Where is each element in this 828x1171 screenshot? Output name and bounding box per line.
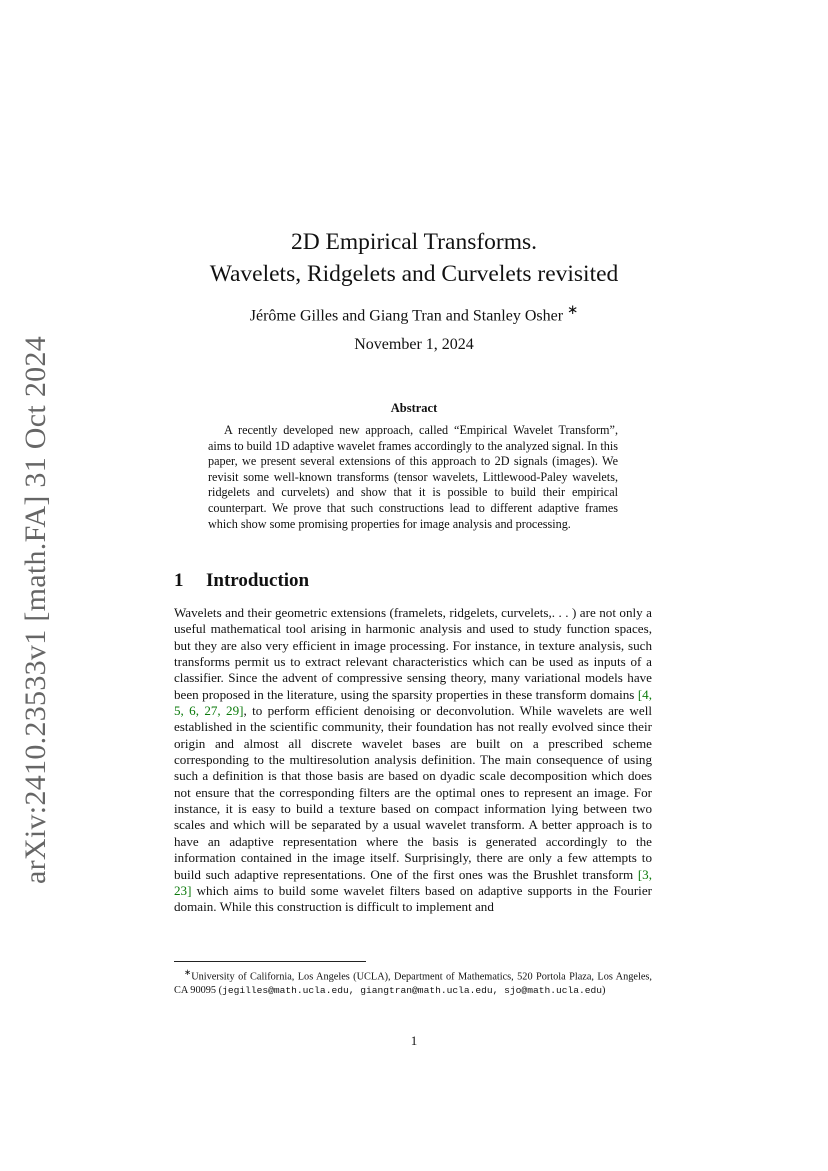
section-number: 1 <box>174 570 184 591</box>
citation-link[interactable]: [4, 5, 6, 27, 29] <box>174 686 652 719</box>
intro-text-2: , to perform efficient denoising or deconvolution. While wavelets are well established in the scientific community, their foundation has not really evolved since their origin and almost all discrete wavelet bases are built on a prescribed scheme corresponding to the multiresolution analysis definition. The main consequence of using such a definition is that those basis are based on dyadic scale decomposition which does not ensure that the corresponding filters are the optimal ones to represent an image. For instance, it is easy to build a texture based on compact information lying between two scales and which will be separated by a usual wavelet transform. A better approach is to have an adaptive representation where the basis is generated accordingly to the information contained in the image itself. Surprisingly, there are only a few attempts to build such adaptive representations. One of the first ones was the Brushlet transform <box>174 703 652 882</box>
section-title: Introduction <box>206 570 310 591</box>
arxiv-side-identifier <box>6 335 66 885</box>
title-line-2: Wavelets, Ridgelets and Curvelets revisited <box>209 261 619 287</box>
section-heading <box>174 570 309 592</box>
paper-title <box>0 226 828 290</box>
intro-text-3: which aims to build some wavelet filters based on adaptive supports in the Fourier domain. While this construction is difficult to implement and <box>174 882 652 915</box>
abstract-heading: Abstract <box>390 401 438 415</box>
page-number: 1 <box>410 1033 418 1048</box>
title-line-1: 2D Empirical Transforms. <box>290 229 538 255</box>
authors-text: Jérôme Gilles and Giang Tran and Stanley Osher <box>249 307 564 325</box>
intro-paragraph <box>174 605 652 916</box>
footnote <box>174 966 652 997</box>
abstract-text: A recently developed new approach, called “Empirical Wavelet Transform”, aims to build 1D adaptive wavelet frames accordingly to the analyzed signal. In this paper, we present several extensions of this approach to 2D signals (images). We revisit some well-known transforms (tensor wavelets, Littlewood-Paley wavelets, ridgelets and curvelets) and show that it is possible to build their empirical counterpart. We prove that such constructions lead to different adaptive frames which show some promising properties for image analysis and processing. <box>208 423 618 531</box>
paper-date: November 1, 2024 <box>354 336 474 353</box>
footnote-affiliation: University of California, Los Angeles (UCLA), Department of Mathematics, 520 Portola Plaza, Los Angeles, CA 90095 ( <box>174 971 652 996</box>
author-list <box>0 302 828 325</box>
author-footnote-mark[interactable]: ∗ <box>567 302 579 317</box>
arxiv-id-text: arXiv:2410.23533v1 [math.FA] 31 Oct 2024 <box>19 335 52 885</box>
footnote-emails[interactable]: jegilles@math.ucla.edu, giangtran@math.ucla.edu, sjo@math.ucla.edu <box>222 984 603 996</box>
footnote-mark: ∗ <box>184 967 192 977</box>
footnote-close: ) <box>602 984 606 996</box>
footnote-divider <box>174 961 366 962</box>
intro-text-1: Wavelets and their geometric extensions (framelets, ridgelets, curvelets,. . . ) are not only a useful mathematical tool arising in harmonic analysis and used to study function spaces, but they are also very efficient in image processing. For instance, in texture analysis, such transforms permit us to extract relevant characteristics which can be used as inputs of a classifier. Since the advent of compressive sensing theory, many variational models have been proposed in the literature, using the sparsity properties in these transform domains <box>174 605 652 702</box>
citation-link[interactable]: [3, 23] <box>174 866 652 898</box>
